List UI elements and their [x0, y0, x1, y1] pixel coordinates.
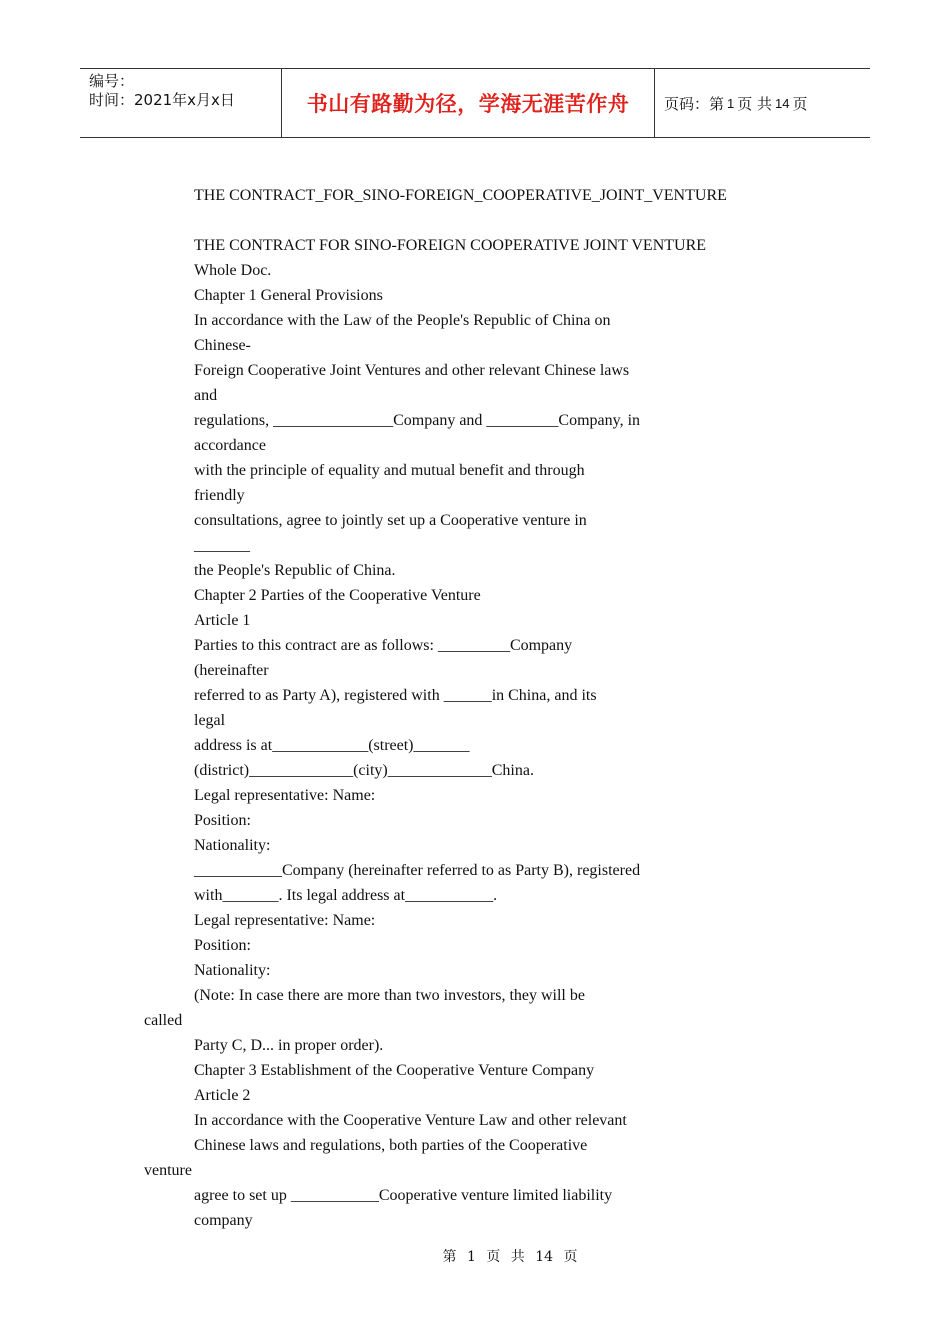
footer-mid2: 共 [510, 1249, 525, 1265]
text-line: called [144, 1012, 183, 1029]
text-line: accordance [194, 437, 266, 454]
document-heading: THE CONTRACT FOR SINO-FOREIGN COOPERATIVE JOINT VENTURE [194, 237, 707, 254]
footer-suffix: 页 [563, 1249, 578, 1265]
document-time-label: 时间：2021年x月x日 [89, 91, 235, 109]
text-line: friendly [194, 487, 245, 504]
text-line: (Note: In case there are more than two investors, they will be [194, 987, 585, 1004]
article-heading: Article 2 [194, 1087, 251, 1104]
footer-total: 14 [535, 1249, 554, 1265]
chapter-heading: Chapter 3 Establishment of the Cooperative Venture Company [194, 1062, 595, 1079]
header-motto: 书山有路勤为径，学海无涯苦作舟 [306, 92, 630, 116]
text-line: Whole Doc. [194, 262, 272, 279]
footer-mid1: 页 [486, 1249, 501, 1265]
text-line: Chinese laws and regulations, both parties of the Cooperative [194, 1137, 588, 1154]
page-current: 1 [727, 95, 735, 111]
text-line: legal [194, 712, 226, 729]
text-line: (district)_____________(city)_____________China. [194, 762, 534, 779]
text-line: with_______. Its legal address at___________. [194, 887, 498, 904]
text-line: and [194, 387, 218, 404]
text-line: Chinese- [194, 337, 251, 354]
text-line: Position: [194, 937, 251, 954]
page-end: 页 [792, 94, 808, 113]
text-line: with the principle of equality and mutual benefit and through [194, 462, 585, 479]
text-line: agree to set up ___________Cooperative venture limited liability [194, 1187, 613, 1204]
chapter-heading: Chapter 1 General Provisions [194, 287, 383, 304]
text-line: Party C, D... in proper order). [194, 1037, 384, 1054]
text-line: Foreign Cooperative Joint Ventures and other relevant Chinese laws [194, 362, 630, 379]
header-page-info [655, 69, 870, 137]
text-line: regulations, _______________Company and _________Company, in [194, 412, 641, 429]
text-line: venture [144, 1162, 192, 1179]
document-title: THE CONTRACT_FOR_SINO-FOREIGN_COOPERATIVE_JOINT_VENTURE [194, 187, 727, 204]
text-line: Legal representative: Name: [194, 912, 376, 929]
text-line: Nationality: [194, 962, 271, 979]
document-number-label: 编号： [89, 72, 135, 90]
header-motto-cell [281, 69, 655, 137]
footer-current: 1 [466, 1249, 476, 1265]
text-line: (hereinafter [194, 662, 269, 679]
text-line: Nationality: [194, 837, 271, 854]
footer-prefix: 第 [442, 1249, 457, 1265]
text-line: address is at____________(street)_______ [194, 737, 470, 754]
text-line: Legal representative: Name: [194, 787, 376, 804]
text-line: referred to as Party A), registered with ______in China, and its [194, 687, 597, 704]
article-heading: Article 1 [194, 612, 251, 629]
text-line: ___________Company (hereinafter referred to as Party B), registered [194, 862, 641, 879]
text-line: the People's Republic of China. [194, 562, 396, 579]
text-line: Position: [194, 812, 251, 829]
page-total: 14 [775, 95, 790, 111]
text-line: company [194, 1212, 253, 1229]
page-mid: 页 共 [737, 94, 773, 113]
text-line: consultations, agree to jointly set up a Cooperative venture in [194, 512, 587, 529]
header-meta [80, 69, 281, 137]
text-line: Parties to this contract are as follows: _________Company [194, 637, 573, 654]
text-line: _______ [194, 537, 250, 554]
page-label: 页码：第 [664, 94, 725, 113]
page-header [80, 68, 870, 138]
text-line: In accordance with the Cooperative Venture Law and other relevant [194, 1112, 627, 1129]
page-footer [0, 1246, 950, 1266]
chapter-heading: Chapter 2 Parties of the Cooperative Venture [194, 587, 481, 604]
text-line: In accordance with the Law of the People's Republic of China on [194, 312, 611, 329]
